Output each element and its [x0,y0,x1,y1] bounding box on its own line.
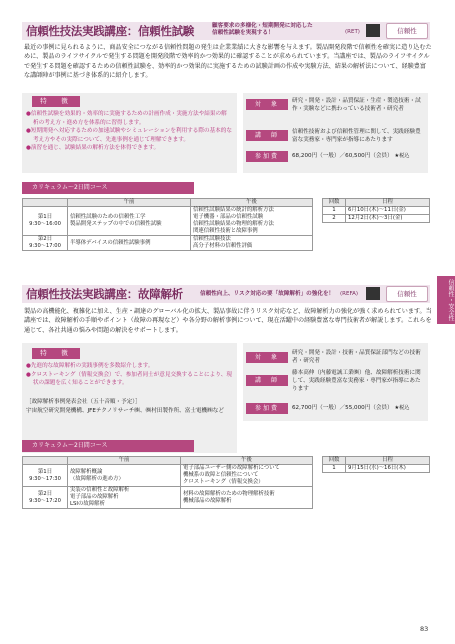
fee-tax-note: ★税込 [394,153,410,159]
schedule-header-no: 回数 [323,457,346,465]
table-row [323,465,430,473]
schedule-no: 1 [323,465,346,473]
seminar-icon [366,24,380,37]
schedule-date: 6月10日(木)～11日(金) [346,207,430,215]
side-tab[interactable] [437,276,455,324]
am-cell: 信頼性試験のための信頼性工学 製品開発ステップの中での信頼性試験 [68,207,191,236]
category-badge: 信頼性 [386,286,428,302]
day-cell: 第1日 9:30～17:30 [23,465,68,487]
course-subtitle [212,23,313,37]
feature-item: ●クロストーキング（情報交換会）で、参加者同士が意見交換することにより、現状の課題を広く知ることができます。 [26,371,232,386]
pm-cell: 材料の故障解析のための物理解析技術 機械部品の故障解析 [181,487,313,509]
target-label: 対 象 [246,99,288,110]
pm-cell: 信頼性試験結果の統計的解析方法 電子機器・部品の信頼性試験 信頼性試験結果の物理的解析方法 関連信頼性技術と故障事例 [191,207,313,236]
day-cell: 第2日 9:30～17:20 [23,487,68,509]
instructor-text: 藤本高伸（内藤電誠工業㈱）他、故障解析技術に関して、実践経験豊富な実務家・専門家が指導にあたります [292,370,421,393]
category-badge: 信頼性 [386,23,428,39]
curriculum-table [22,456,313,509]
schedule-header-no: 回数 [323,199,346,207]
course-subtitle-line1: 信頼性向上、リスク対応の要「故障解析」の強化を！ [200,291,335,297]
fee-amount: 68,200円（一般）／60,500円（会員） [292,153,393,159]
day-cell: 第1日 9:30～16:00 [23,207,68,236]
schedule-date: 9月15日(水)～16日(木) [346,465,430,473]
schedule-table [322,456,430,473]
features-list [26,110,232,153]
curriculum-header-am: 午前 [68,199,191,207]
fee-label: 参加費 [246,403,288,414]
course-title: 信頼性技法実践講座：信頼性試験 [26,24,194,38]
feature-item: ●短期開発へ対応するための加速試験やシミュレーションを利用する際の基本的な考え方やその実際について、先進事例を通じて理解できます。 [26,128,232,143]
target-text: 研究・開発・設計・品質保証・生産・製造技術・試作・実験などに携わっている技術者・研究者 [292,98,421,113]
pm-cell: 電子部品ユーザー側の故障解析について 機械系の故障と信頼性について クロストーキング（情報交換会） [181,465,313,487]
fee-text [292,404,425,412]
side-tab-label: 信頼性・安全性 [447,279,454,321]
curriculum-header-day [23,457,68,465]
course-code-badge: (RET) [345,29,360,35]
table-row [23,465,313,487]
schedule-no: 1 [323,207,346,215]
schedule-header-date: 日程 [346,457,430,465]
schedule-no: 2 [323,215,346,223]
table-row [323,207,430,215]
course-code-badge: (REFA) [340,291,359,297]
course-subtitle-line1: 顧客要求の多様化・短期開発に対応した [212,23,313,29]
curriculum-header-pm: 午後 [191,199,313,207]
feature-item: ●信頼性試験を効果的・効率的に実施するための計画作成・実施方法や結果の解析の考え方・進め方を体系的に習得します。 [26,111,227,126]
course-intro: 最近の事例に見られるように、商品安全につながる信頼性問題の発生は企業業績に大きな影響を与えます。製品開発段階で信頼性を確実に造り込むために、製品のライフサイクルで発生する問題を開発段階で効率的かつ効果的に確認することが求められています。当講座では、製品のライフサイクルで発生する問題を確認するための信頼性試験を、効率的かつ効果的に実施するための試験計画の作成や実験方法、結果の解析法について、経験豊富な講師陣が事例に基づき体系的に紹介します。 [24,44,432,80]
schedule-table [322,198,430,223]
course-intro: 製品の高機能化、複雑化に加え、生産・調達のグローバル化の拡大、製品事故に伴うリスク対応など、故障解析力の強化が強く求められています。当講座では、故障解析の手順やポイント（故障の再現など）や各分野の解析事例について、現在活躍中の経験豊富な専門技術者が解説します。これらを通じて、各社共通の悩みや問題の解決をサポートします。 [24,308,432,334]
course-subtitle-line2: 信頼性試験を実現する！ [212,30,274,36]
curriculum-header-am: 午前 [68,457,181,465]
fee-tax-note: ★税込 [394,405,410,411]
feature-item: ●演習を通じ、試験結果の解析方法を体得できます。 [26,145,160,151]
page-number: 83 [420,625,429,633]
features-label: 特 徴 [32,348,80,359]
target-text: 研究・開発・設計・技術・品質保証部門などの技術者・研究者 [292,350,421,365]
course-title: 信頼性技法実践講座：故障解析 [26,287,183,301]
am-cell: 半導体デバイスの信頼性試験事例 [68,236,191,251]
curriculum-header-pm: 午後 [181,457,313,465]
schedule-date: 12月2日(木)～3日(金) [346,215,430,223]
features-list [26,362,232,388]
pm-cell: 信頼性試験技法 高分子材料の信頼性評価 [191,236,313,251]
schedule-header-date: 日程 [346,199,430,207]
table-row [23,487,313,509]
curriculum-label: カリキュラム～2日間コース [22,440,194,452]
curriculum-header-day [23,199,68,207]
features-label: 特 徴 [32,96,80,107]
course-subtitle [200,291,334,298]
fee-label: 参加費 [246,151,288,162]
fee-amount: 62,700円（一般）／55,000円（会員） [292,405,393,411]
am-cell: 故障解析概論 （故障解析の進め方） [68,465,181,487]
day-cell: 第2日 9:30～17:00 [23,236,68,251]
seminar-icon [366,287,380,300]
instructor-label: 講 師 [246,375,288,386]
table-row [23,236,313,251]
am-cell: 実装の信頼性と故障解析 電子部品の故障解析 LSIの故障解析 [68,487,181,509]
curriculum-table [22,198,313,251]
curriculum-label: カリキュラム～2日間コース [22,182,194,194]
target-label: 対 象 [246,352,288,363]
feature-item: ●先進的な故障解析の実践事例を多数紹介します。 [26,363,154,369]
table-row [23,207,313,236]
instructor-label: 講 師 [246,130,288,141]
cooperation-companies: ［故障解析事例発表会社（五十音順・予定）］ 宇宙航空研究開発機構、JFEテクノリサーチ㈱、㈱村田製作所、富士電機㈱など [26,399,224,414]
instructor-text: 信頼性技術および信頼性管理に関して、実践経験豊富な実務家・専門家が指導にあたります [292,129,421,144]
table-row [323,215,430,223]
fee-text [292,152,425,160]
